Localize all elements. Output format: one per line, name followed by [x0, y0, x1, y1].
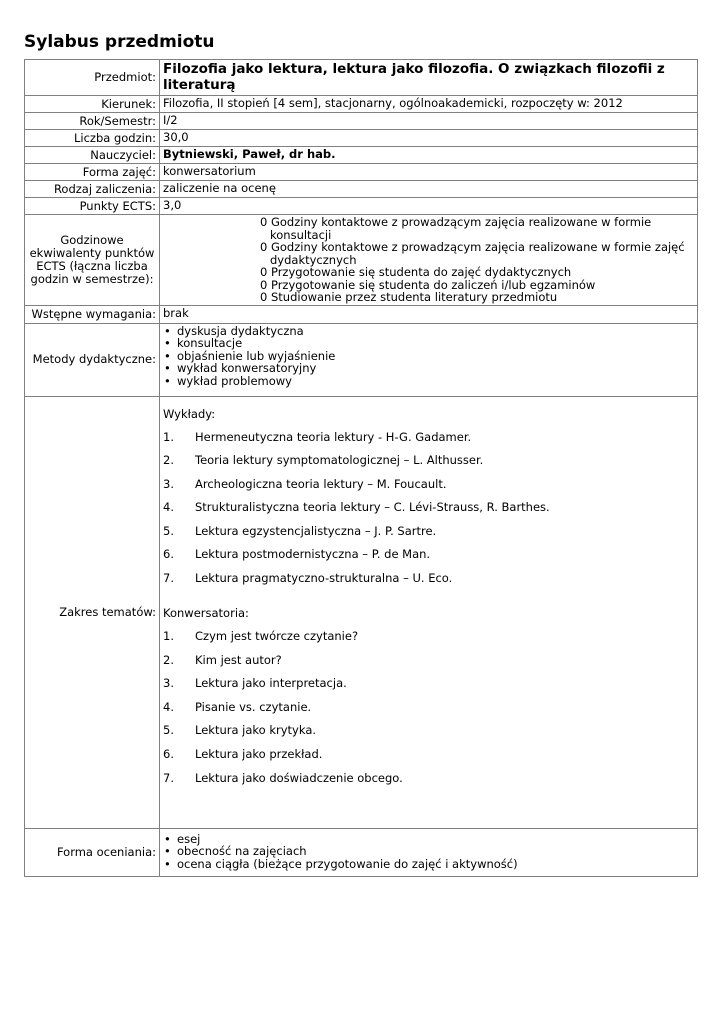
label-rok: Rok/Semestr: [25, 113, 160, 130]
list-item: 3. Lektura jako interpretacja. [163, 676, 347, 691]
value-forma: konwersatorium [160, 164, 698, 181]
list-item: • wykład konwersatoryjny [163, 362, 694, 375]
list-item: • obecność na zajęciach [163, 845, 694, 858]
row-rok [25, 113, 698, 130]
list-item: 2. Kim jest autor? [163, 652, 282, 667]
value-kierunek: Filozofia, II stopień [4 sem], stacjonarny, ogólnoakademicki, rozpoczęty w: 2012 [160, 96, 698, 113]
list-item: 6. Lektura postmodernistyczna – P. de Man. [163, 547, 431, 562]
row-forma [25, 164, 698, 181]
row-ects [25, 198, 698, 215]
label-kierunek: Kierunek: [25, 96, 160, 113]
ects-hours-item: 0 Przygotowanie się studenta do zajęć dydaktycznych [260, 265, 572, 279]
assessment-list [163, 833, 694, 871]
list-item: 1. Czym jest twórcze czytanie? [163, 629, 359, 644]
ects-hours-item: 0 Godziny kontaktowe z prowadzącym zajęcia realizowane w formie konsultacji [260, 215, 652, 242]
list-item: 4. Pisanie vs. czytanie. [163, 699, 312, 714]
value-zaliczenie: zaliczenie na ocenę [160, 181, 698, 198]
value-ects: 3,0 [160, 198, 698, 215]
value-rok: I/2 [160, 113, 698, 130]
label-godziny: Liczba godzin: [25, 130, 160, 147]
row-wymagania [25, 305, 698, 323]
label-forma: Forma zajęć: [25, 164, 160, 181]
list-item: 1. Hermeneutyczna teoria lektury - H-G. Gadamer. [163, 429, 472, 444]
list-item: 5. Lektura jako krytyka. [163, 723, 317, 738]
list-item: 2. Teoria lektury symptomatologicznej – L. Althusser. [163, 453, 484, 468]
row-ocenianie [25, 828, 698, 876]
ects-hours-item: 0 Studiowanie przez studenta literatury przedmiotu [260, 290, 558, 304]
row-ekwiwalenty [25, 215, 698, 306]
value-godziny: 30,0 [160, 130, 698, 147]
list-item: 7. Lektura jako doświadczenie obcego. [163, 770, 403, 785]
value-nauczyciel: Bytniewski, Paweł, dr hab. [160, 147, 698, 164]
subject-title: Filozofia jako lektura, lektura jako filozofia. O związkach filozofii z literaturą [163, 61, 665, 93]
methods-list [163, 325, 694, 388]
list-item: • ocena ciągła (bieżące przygotowanie do zajęć i aktywność) [163, 858, 694, 871]
list-item: 4. Strukturalistyczna teoria lektury – C. Lévi-Strauss, R. Barthes. [163, 500, 550, 515]
label-ects: Punkty ECTS: [25, 198, 160, 215]
list-item: • konsultacje [163, 337, 694, 350]
page-title: Sylabus przedmiotu [24, 32, 215, 52]
label-zaliczenie: Rodzaj zaliczenia: [25, 181, 160, 198]
row-zakres [25, 396, 698, 828]
list-item: • esej [163, 833, 694, 846]
list-item: 5. Lektura egzystencjalistyczna – J. P. Sartre. [163, 523, 437, 538]
label-zakres: Zakres tematów: [25, 396, 160, 828]
label-wymagania: Wstępne wymagania: [25, 305, 160, 323]
row-kierunek [25, 96, 698, 113]
label-nauczyciel: Nauczyciel: [25, 147, 160, 164]
label-ocenianie: Forma oceniania: [25, 828, 160, 876]
ects-hours-list [163, 216, 694, 304]
syllabus-table [24, 59, 698, 877]
row-przedmiot [25, 60, 698, 96]
lectures-heading: Wykłady: [163, 406, 216, 421]
list-item: • wykład problemowy [163, 375, 694, 388]
seminars-heading: Konwersatoria: [163, 606, 249, 621]
list-item: 6. Lektura jako przekład. [163, 747, 323, 762]
value-ocenianie [160, 828, 698, 876]
ects-hours-item: 0 Przygotowanie się studenta do zaliczeń i/lub egzaminów [260, 277, 596, 292]
list-item: • dyskusja dydaktyczna [163, 325, 694, 338]
row-metody [25, 323, 698, 396]
row-nauczyciel [25, 147, 698, 164]
value-wymagania: brak [160, 305, 698, 323]
label-przedmiot: Przedmiot: [25, 60, 160, 96]
ects-hours-item: 0 Godziny kontaktowe z prowadzącym zajęcia realizowane w formie zajęć dydaktycznych [260, 240, 685, 267]
label-metody: Metody dydaktyczne: [25, 323, 160, 396]
list-item: 3. Archeologiczna teoria lektury – M. Foucault. [163, 476, 447, 491]
row-zaliczenie [25, 181, 698, 198]
value-zakres [160, 396, 698, 828]
value-przedmiot [160, 60, 698, 96]
value-ekwiwalenty [160, 215, 698, 306]
label-ekwiwalenty: Godzinowe ekwiwalenty punktów ECTS (łączna liczba godzin w semestrze): [25, 215, 160, 306]
value-metody [160, 323, 698, 396]
topics-block [163, 398, 694, 785]
list-item: • objaśnienie lub wyjaśnienie [163, 350, 694, 363]
list-item: 7. Lektura pragmatyczno-strukturalna – U. Eco. [163, 571, 453, 586]
row-godziny [25, 130, 698, 147]
